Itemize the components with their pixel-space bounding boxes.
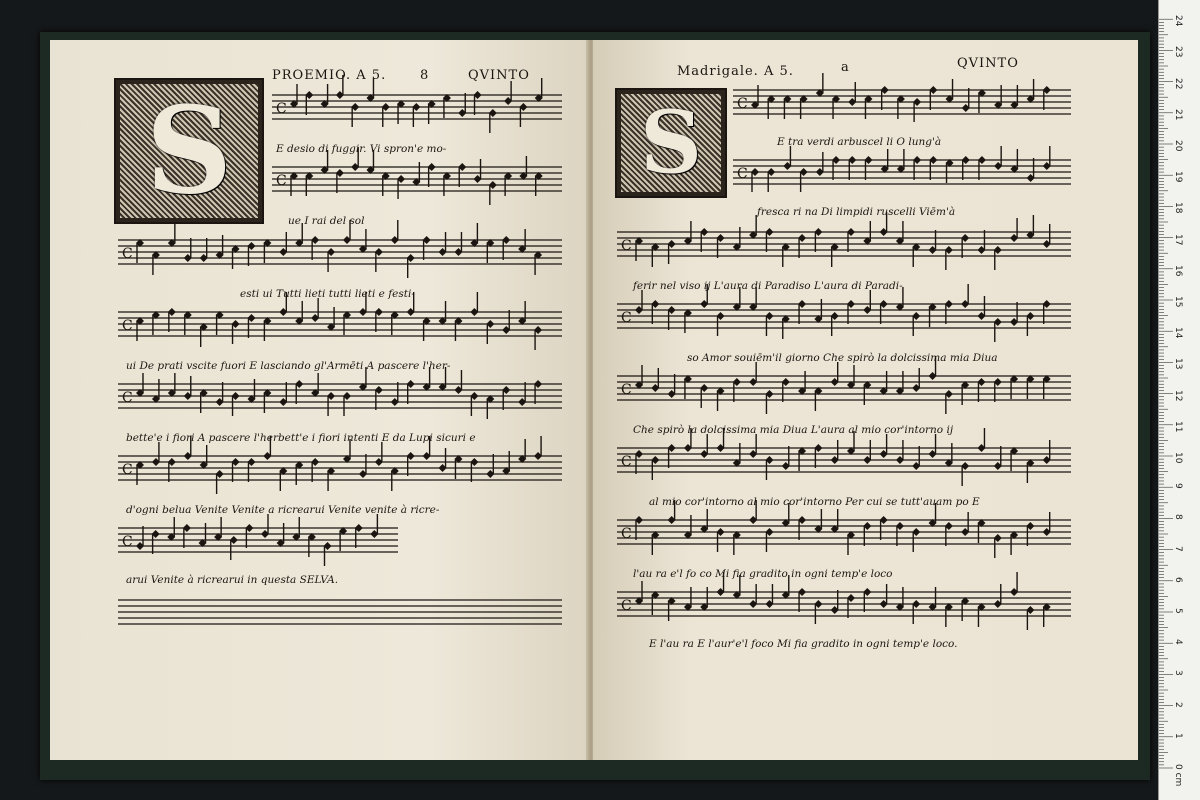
left-initial-letter: S [145, 80, 233, 222]
music-staff [272, 147, 562, 205]
left-lyric-line-7: arui Venite à ricrearui in questa SELVA. [126, 574, 339, 586]
right-lyric-line-3: ferir nel viso ij L'aura di Paradiso L'aura di Paradi- [633, 280, 903, 292]
svg-text:C: C [122, 390, 133, 406]
left-header-voice: QVINTO [468, 68, 530, 83]
ruler-label: 20 [1173, 140, 1183, 152]
right-lyric-line-7: l'au ra e'l fo co Mi fia gradito in ogni temp'e loco [633, 568, 893, 580]
right-lyric-line-2: fresca ri na Di limpidi ruscelli Viēm'à [757, 206, 956, 218]
svg-text:C: C [621, 454, 632, 470]
music-staff [118, 600, 562, 624]
music-staff [617, 500, 1071, 558]
svg-text:C: C [621, 238, 632, 254]
music-staff [118, 292, 562, 350]
ruler-label: 17 [1173, 233, 1183, 246]
music-staff [617, 212, 1071, 270]
right-lyric-line-1: E tra verdi arbuscel li O lung'à [777, 136, 942, 148]
ruler-label: 0 cm [1173, 764, 1183, 787]
ruler-label: 6 [1173, 576, 1183, 583]
ruler-label: 16 [1173, 264, 1183, 277]
left-lyric-line-1: E desio di fuggir. Vi spron'e mo- [276, 143, 447, 155]
right-woodcut-initial [615, 88, 727, 198]
music-staff [118, 514, 398, 566]
left-page [50, 40, 590, 760]
left-woodcut-initial [114, 78, 264, 224]
right-lyric-line-6: al mio cor'intorno al mio cor'intorno Per cui se tutt'auam po E [649, 496, 980, 508]
music-staff [118, 367, 562, 419]
ruler-label: 3 [1173, 670, 1183, 677]
music-staff [733, 146, 1071, 192]
svg-text:C: C [621, 526, 632, 542]
music-staff [733, 73, 1071, 122]
ruler-label: 13 [1173, 358, 1183, 370]
music-staff [617, 428, 1071, 486]
left-lyric-line-3: esti ui Tutti lieti tutti lieti e festi- [240, 288, 415, 300]
ruler-label: 15 [1173, 296, 1183, 308]
ruler-label: 23 [1173, 46, 1183, 58]
ruler-label: 12 [1173, 389, 1183, 402]
right-header-title: Madrigale. A 5. [677, 64, 794, 79]
ruler-label: 4 [1173, 639, 1183, 645]
svg-text:C: C [122, 318, 133, 334]
svg-text:C: C [621, 382, 632, 398]
left-header-title: PROEMIO. A 5. [272, 68, 387, 83]
right-initial-letter: S [639, 92, 703, 194]
ruler-label: 14 [1173, 327, 1183, 339]
ruler-label: 10 [1173, 452, 1183, 464]
svg-text:C: C [737, 166, 748, 182]
right-lyric-line-4: so Amor souiēm'il giorno Che spirò la dolcissima mia Diua [687, 352, 998, 364]
ruler-label: 24 [1173, 15, 1183, 27]
left-lyric-line-2: ue I rai del sol [288, 215, 365, 227]
music-staff [118, 220, 562, 278]
left-lyric-line-5: bette'e i fiori A pascere l'herbett'e i fiori intenti E da Lupi sicuri e [126, 432, 476, 444]
ruler-label: 9 [1173, 483, 1183, 489]
svg-text:C: C [621, 310, 632, 326]
ruler-label: 19 [1173, 171, 1183, 183]
ruler-label: 7 [1173, 545, 1183, 552]
ruler-label: 2 [1173, 701, 1183, 708]
music-staff [617, 284, 1071, 342]
ruler-label: 1 [1173, 732, 1183, 739]
right-header-signature: a [841, 60, 850, 75]
svg-text:C: C [122, 462, 133, 478]
svg-text:C: C [737, 96, 748, 112]
ruler-label: 21 [1173, 108, 1183, 121]
ruler-label: 11 [1173, 420, 1183, 433]
right-page [593, 40, 1138, 760]
music-staff [617, 572, 1071, 630]
right-header-voice: QVINTO [957, 56, 1019, 71]
svg-text:C: C [276, 173, 287, 189]
svg-text:C: C [621, 598, 632, 614]
ruler-label: 5 [1173, 608, 1183, 614]
ruler-label: 22 [1173, 77, 1183, 90]
ruler-label: 18 [1173, 202, 1183, 214]
music-staff [272, 75, 562, 133]
left-lyric-line-6: d'ogni belua Venite Venite a ricrearui Venite venite à ricre- [126, 504, 440, 516]
ruler-label: 8 [1173, 514, 1183, 521]
right-lyric-line-5: Che spirò la dolcissima mia Diua L'aura al mio cor'intorno ij [633, 424, 954, 436]
svg-text:C: C [122, 534, 133, 550]
measurement-ruler [1158, 0, 1200, 800]
right-lyric-line-8: E l'au ra E l'aur'e'l foco Mi fia gradito in ogni temp'e loco. [649, 638, 958, 650]
left-header-signature: 8 [420, 68, 430, 83]
music-staff [118, 436, 562, 494]
svg-text:C: C [122, 246, 133, 262]
left-lyric-line-4: ui De prati vscite fuori E lasciando gl'Armēti A pascere l'her- [126, 360, 451, 372]
svg-text:C: C [276, 101, 287, 117]
music-staff [617, 356, 1071, 414]
